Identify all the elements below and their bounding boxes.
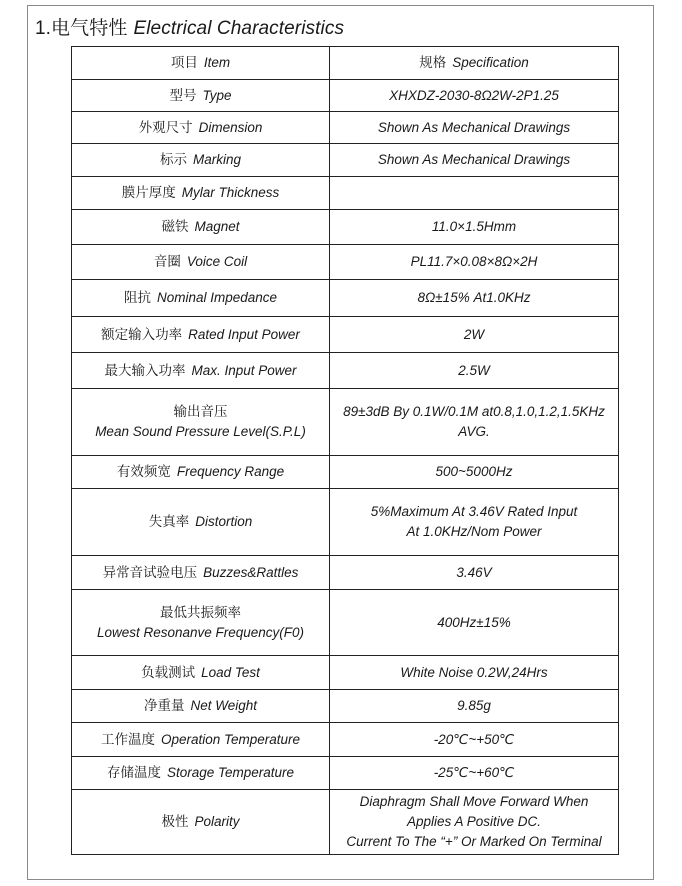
table-row — [72, 556, 619, 590]
spec-cell — [330, 656, 619, 690]
item-label-en: Marking — [192, 152, 241, 167]
table-row — [72, 723, 619, 757]
spec-value-line: 400Hz±15% — [437, 614, 511, 630]
item-label-en: Voice Coil — [186, 254, 248, 269]
item-cell — [72, 280, 330, 317]
item-label-zh: 输出音压 — [173, 404, 228, 419]
spec-value-line: 8Ω±15% At1.0KHz — [417, 290, 531, 305]
item-label-en: Magnet — [194, 219, 240, 234]
item-label-zh: 存储温度 — [106, 765, 161, 780]
item-label-zh: 异常音试验电压 — [102, 564, 198, 580]
spec-value-line: 11.0×1.5Hmm — [431, 219, 517, 234]
table-row — [72, 80, 619, 112]
item-label-zh: 额定输入功率 — [101, 326, 183, 342]
table-row — [72, 112, 619, 144]
spec-value-line: -25℃~+60℃ — [433, 765, 515, 780]
table-row — [72, 144, 619, 177]
item-cell — [72, 556, 330, 590]
section-title-zh: 电气特性 — [51, 18, 128, 39]
table-row — [72, 280, 619, 317]
table-row — [72, 656, 619, 690]
item-label-zh: 外观尺寸 — [138, 119, 193, 135]
spec-cell — [330, 112, 619, 144]
item-label-en: Rated Input Power — [188, 326, 300, 342]
table-row — [72, 790, 619, 855]
item-cell — [72, 757, 330, 790]
item-cell — [72, 656, 330, 690]
item-label-zh: 净重量 — [143, 698, 185, 713]
spec-value-line: 9.85g — [457, 698, 491, 713]
item-cell — [72, 353, 330, 389]
item-label-zh: 磁铁 — [161, 219, 189, 234]
spec-value-line: Diaphragm Shall Move Forward When — [359, 794, 589, 809]
item-cell — [72, 723, 330, 757]
spec-cell — [330, 210, 619, 245]
item-cell — [72, 456, 330, 489]
spec-table-body — [72, 47, 619, 855]
spec-value-line: At 1.0KHz/Nom Power — [406, 524, 542, 539]
spec-header-zh: 规格 — [419, 55, 447, 70]
item-label-en: Nominal Impedance — [156, 290, 278, 305]
item-label-en: Polarity — [194, 814, 240, 829]
item-label-en: Type — [202, 87, 232, 103]
item-label-en: Mylar Thickness — [181, 185, 280, 200]
item-cell — [72, 690, 330, 723]
table-row — [72, 177, 619, 210]
item-label-en: Frequency Range — [176, 464, 285, 479]
spec-cell — [330, 723, 619, 757]
item-label-zh: 最大输入功率 — [104, 362, 186, 378]
spec-cell — [330, 590, 619, 656]
table-row — [72, 489, 619, 556]
spec-cell — [330, 245, 619, 280]
spec-cell — [330, 790, 619, 855]
spec-value-line: Shown As Mechanical Drawings — [377, 119, 571, 135]
item-label-en: Storage Temperature — [166, 765, 295, 780]
section-number: 1. — [35, 18, 52, 39]
item-cell — [72, 80, 330, 112]
spec-value-line: XHXDZ-2030-8Ω2W-2P1.25 — [389, 87, 559, 103]
item-label-zh: 膜片厚度 — [121, 185, 176, 200]
item-label-zh: 有效频宽 — [116, 464, 171, 479]
spec-cell — [330, 690, 619, 723]
table-row — [72, 456, 619, 489]
item-label-zh: 音圈 — [153, 254, 181, 269]
item-cell — [72, 590, 330, 656]
spec-value-line: 2W — [463, 326, 485, 342]
item-cell — [72, 144, 330, 177]
spec-cell — [330, 757, 619, 790]
table-row — [72, 353, 619, 389]
table-row — [72, 245, 619, 280]
item-header-en: Item — [203, 55, 231, 70]
spec-value-line: 3.46V — [456, 564, 492, 580]
table-row — [72, 210, 619, 245]
spec-value-line: White Noise 0.2W,24Hrs — [400, 664, 548, 680]
spec-value-line: AVG. — [458, 424, 490, 439]
spec-cell — [330, 389, 619, 456]
item-label-zh: 型号 — [169, 87, 197, 103]
item-label-en: Buzzes&Rattles — [203, 564, 299, 580]
spec-table — [71, 46, 619, 855]
spec-value-line: 89±3dB By 0.1W/0.1M at0.8,1.0,1.2,1.5KHz — [343, 404, 605, 419]
item-cell — [72, 317, 330, 353]
item-label-en: Mean Sound Pressure Level(S.P.L) — [95, 424, 306, 439]
spec-cell — [330, 556, 619, 590]
item-header-cell — [72, 47, 330, 80]
spec-cell — [330, 456, 619, 489]
spec-value-line: Applies A Positive DC. — [406, 814, 542, 829]
item-label-en: Net Weight — [190, 698, 258, 713]
item-cell — [72, 389, 330, 456]
item-label-en: Dimension — [198, 119, 263, 135]
item-label-zh: 极性 — [161, 814, 189, 829]
spec-cell — [330, 280, 619, 317]
section-title-en: Electrical Characteristics — [133, 18, 345, 39]
item-cell — [72, 177, 330, 210]
spec-value-line: 5%Maximum At 3.46V Rated Input — [370, 504, 578, 519]
spec-cell — [330, 489, 619, 556]
spec-value-line: Shown As Mechanical Drawings — [377, 152, 571, 167]
item-label-zh: 标示 — [159, 152, 187, 167]
spec-cell — [330, 177, 619, 210]
spec-value-line: 2.5W — [458, 362, 490, 378]
spec-cell — [330, 80, 619, 112]
table-row — [72, 590, 619, 656]
item-label-en: Load Test — [201, 664, 260, 680]
spec-value-line: -20℃~+50℃ — [433, 731, 515, 747]
item-label-zh: 负载测试 — [141, 664, 196, 680]
spec-value-line: PL11.7×0.08×8Ω×2H — [410, 254, 538, 269]
item-label-zh: 最低共振频率 — [160, 604, 241, 620]
table-row — [72, 389, 619, 456]
item-label-en: Lowest Resonanve Frequency(F0) — [96, 624, 305, 640]
spec-cell — [330, 353, 619, 389]
item-label-en: Distortion — [195, 514, 253, 529]
item-label-zh: 工作温度 — [100, 731, 155, 747]
spec-header-en: Specification — [452, 55, 529, 70]
table-header-row — [72, 47, 619, 80]
item-cell — [72, 790, 330, 855]
table-row — [72, 757, 619, 790]
item-cell — [72, 112, 330, 144]
item-label-zh: 阻抗 — [123, 290, 151, 305]
item-cell — [72, 245, 330, 280]
item-cell — [72, 489, 330, 556]
spec-value-line: 500~5000Hz — [435, 464, 513, 479]
section-heading — [35, 13, 344, 40]
table-row — [72, 317, 619, 353]
item-cell — [72, 210, 330, 245]
item-label-en: Operation Temperature — [160, 731, 301, 747]
item-label-en: Max. Input Power — [191, 362, 297, 378]
item-label-zh: 失真率 — [148, 514, 190, 529]
spec-value-line: Current To The “+” Or Marked On Terminal — [346, 834, 602, 849]
spec-cell — [330, 317, 619, 353]
spec-header-cell — [330, 47, 619, 80]
spec-cell — [330, 144, 619, 177]
table-row — [72, 690, 619, 723]
item-header-zh: 项目 — [170, 55, 198, 70]
